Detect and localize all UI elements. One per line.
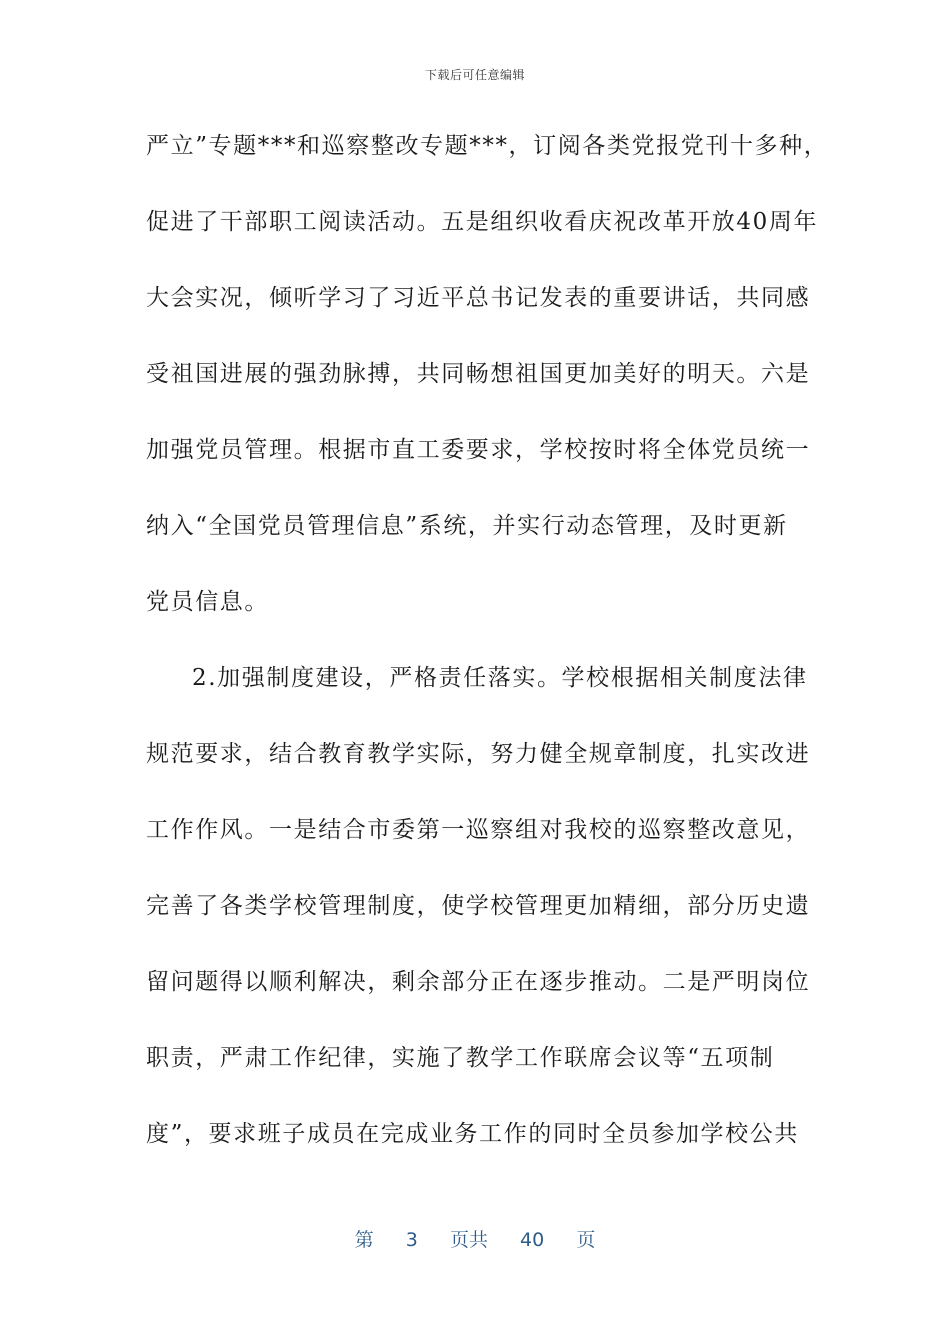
paragraph-start-line: 2.加强制度建设，严格责任落实。学校根据相关制度法律 [192, 665, 808, 691]
text-line: 促进了干部职工阅读活动。五是组织收看庆祝改革开放40周年 [146, 209, 819, 235]
text-line: 加强党员管理。根据市直工委要求，学校按时将全体党员统一 [146, 437, 811, 463]
page-prefix: 第 [354, 1229, 374, 1251]
header-note: 下载后可任意编辑 [424, 68, 525, 82]
text-line: 大会实况，倾听学习了习近平总书记发表的重要讲话，共同感 [146, 285, 811, 311]
text-line: 度”，要求班子成员在完成业务工作的同时全员参加学校公共 [146, 1121, 799, 1147]
text-line: 党员信息。 [146, 589, 269, 615]
text-line: 职责，严肃工作纪律，实施了教学工作联席会议等“五项制 [146, 1045, 775, 1071]
text-line: 纳入“全国党员管理信息”系统，并实行动态管理，及时更新 [146, 513, 788, 539]
text-line: 规范要求，结合教育教学实际，努力健全规章制度，扎实改进 [146, 741, 811, 767]
text-line: 严立”专题***和巡察整改专题***，订阅各类党报党刊十多种， [146, 133, 829, 159]
text-line: 留问题得以顺利解决，剩余部分正在逐步推动。二是严明岗位 [146, 969, 811, 995]
page-number-footer [0, 1225, 950, 1252]
text-line: 受祖国进展的强劲脉搏，共同畅想祖国更加美好的明天。六是 [146, 361, 811, 387]
text-line: 工作作风。一是结合市委第一巡察组对我校的巡察整改意见， [146, 817, 811, 843]
total-pages-number: 40 [520, 1229, 545, 1251]
page-suffix: 页 [576, 1229, 596, 1251]
text-line: 完善了各类学校管理制度，使学校管理更加精细，部分历史遗 [146, 893, 811, 919]
current-page-number: 3 [405, 1229, 418, 1251]
page-middle-text: 页共 [449, 1229, 488, 1251]
body-text [146, 122, 829, 1186]
